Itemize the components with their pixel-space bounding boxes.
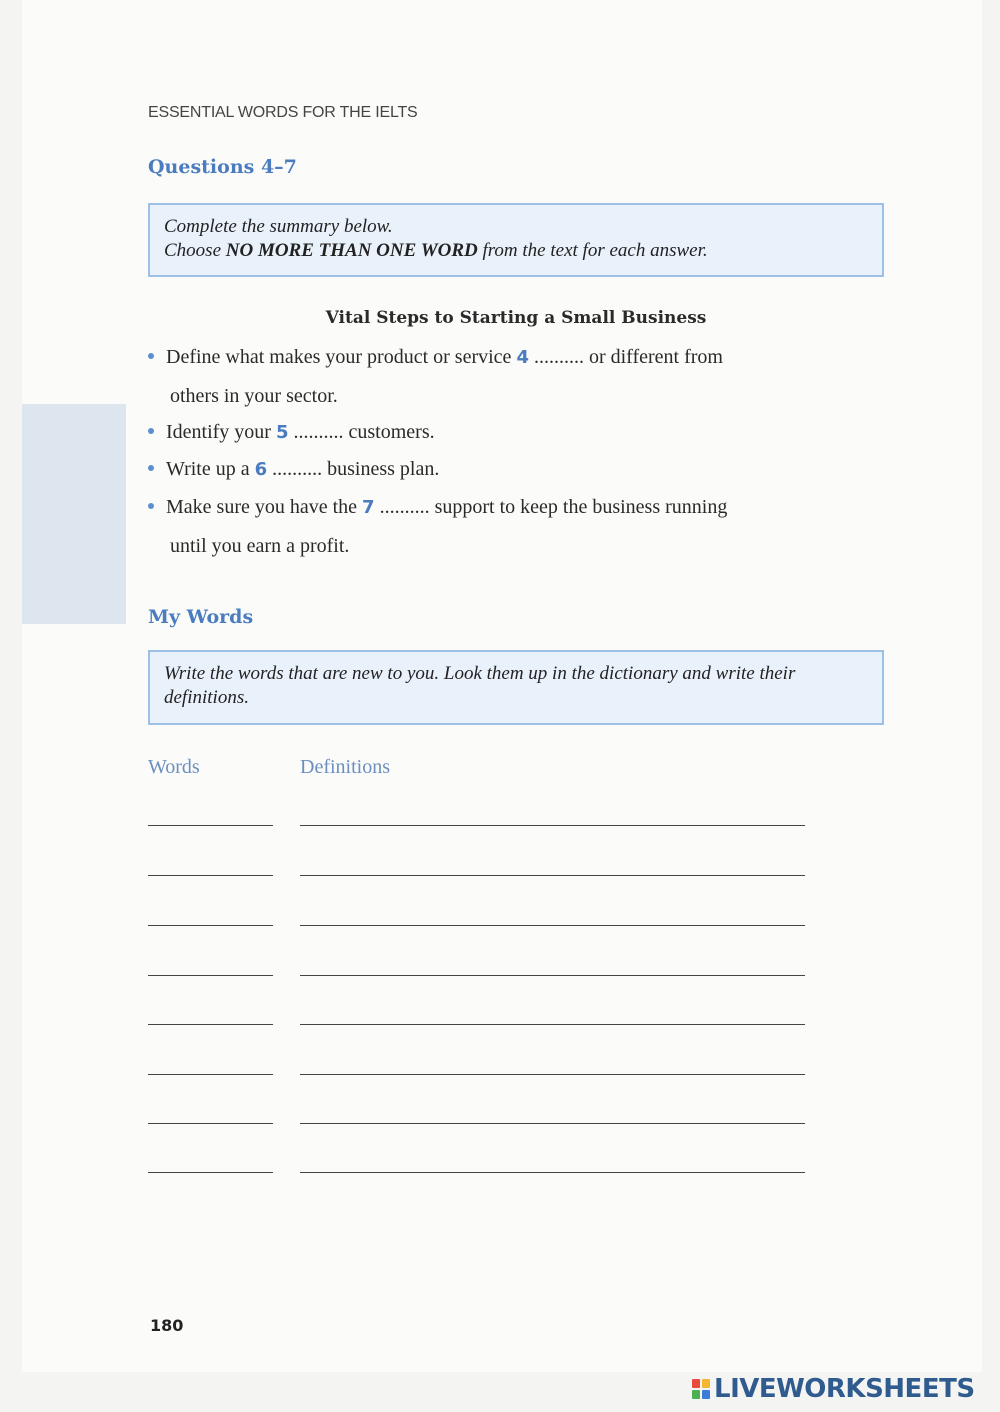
page-number: 180	[150, 1316, 184, 1335]
word-line-4[interactable]	[148, 975, 273, 976]
definition-line-1[interactable]	[300, 825, 805, 826]
definition-line-3[interactable]	[300, 925, 805, 926]
running-header: ESSENTIAL WORDS FOR THE IELTS	[148, 104, 418, 121]
word-line-2[interactable]	[148, 875, 273, 876]
blank-number-7[interactable]: 7	[362, 497, 375, 518]
word-line-8[interactable]	[148, 1172, 273, 1173]
questions-heading: Questions 4–7	[148, 156, 297, 178]
side-tab	[22, 404, 126, 624]
words-column-header: Words	[148, 756, 200, 778]
summary-item-4: Define what makes your product or service 4 .......... or different from others in your sector.	[148, 338, 888, 415]
instruction-line-2: Choose NO MORE THAN ONE WORD from the text for each answer.	[164, 240, 708, 261]
bullet-icon	[148, 503, 154, 509]
definition-line-5[interactable]	[300, 1024, 805, 1025]
definition-line-8[interactable]	[300, 1172, 805, 1173]
bullet-icon	[148, 465, 154, 471]
logo-text: LIVEWORKSHEETS	[714, 1374, 975, 1404]
word-line-6[interactable]	[148, 1074, 273, 1075]
my-words-heading: My Words	[148, 606, 254, 628]
word-line-7[interactable]	[148, 1123, 273, 1124]
summary-item-7: Make sure you have the 7 .......... support to keep the business running until you earn a profit.	[148, 488, 888, 565]
definition-line-6[interactable]	[300, 1074, 805, 1075]
definitions-column-header: Definitions	[300, 756, 390, 778]
my-words-instructions: Write the words that are new to you. Look them up in the dictionary and write their definitions.	[148, 650, 884, 725]
summary-item-5: Identify your 5 .......... customers.	[148, 413, 888, 452]
definition-line-7[interactable]	[300, 1123, 805, 1124]
blank-number-5[interactable]: 5	[275, 422, 289, 443]
definition-line-4[interactable]	[300, 975, 805, 976]
word-line-1[interactable]	[148, 825, 273, 826]
definition-line-2[interactable]	[300, 875, 805, 876]
instruction-line-1: Complete the summary below.	[164, 216, 393, 237]
blank-number-6[interactable]: 6	[254, 459, 268, 480]
bullet-icon	[148, 353, 154, 359]
questions-instructions	[148, 203, 884, 277]
summary-item-6: Write up a 6 .......... business plan.	[148, 450, 888, 489]
word-line-5[interactable]	[148, 1024, 273, 1025]
liveworksheets-logo[interactable]	[692, 1374, 975, 1404]
summary-title: Vital Steps to Starting a Small Business	[325, 308, 707, 328]
word-line-3[interactable]	[148, 925, 273, 926]
logo-grid-icon	[692, 1379, 710, 1399]
blank-number-4[interactable]: 4	[516, 347, 529, 368]
bullet-icon	[148, 428, 154, 434]
